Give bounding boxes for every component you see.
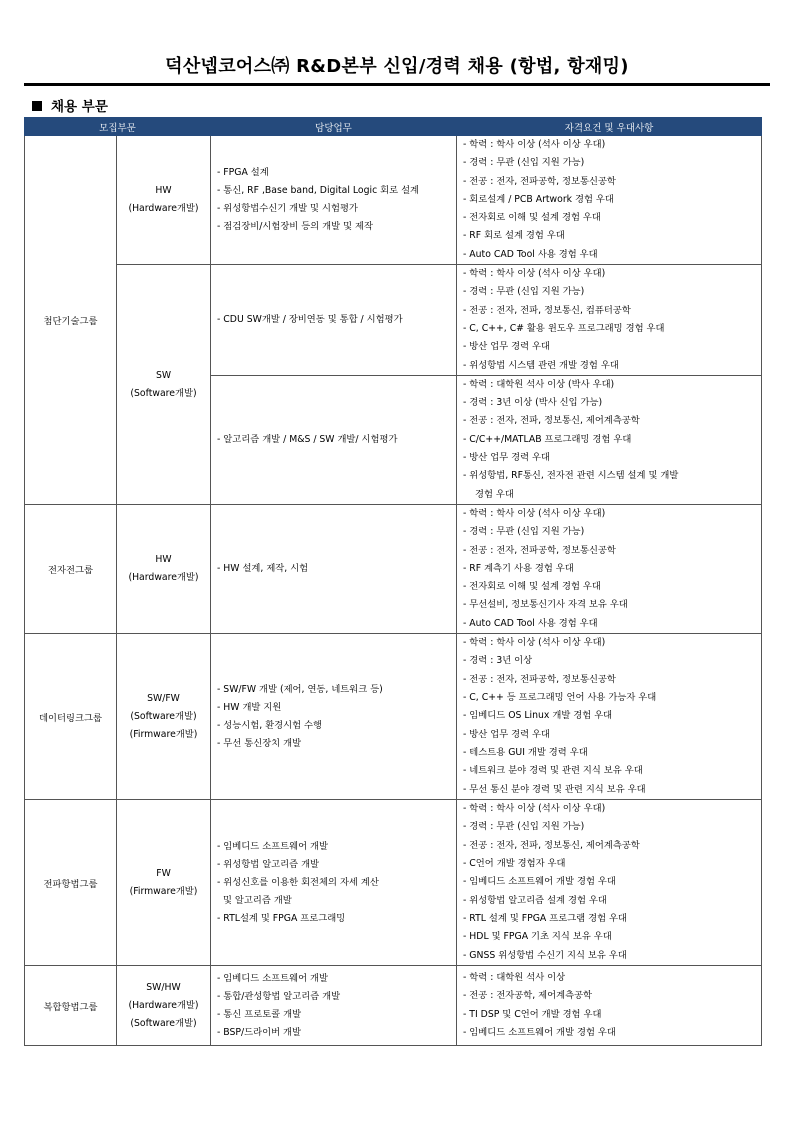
qualification-item: - TI DSP 및 C언어 개발 경험 우대: [463, 1008, 602, 1020]
duty-item: - 통신 프로토콜 개발: [217, 1008, 302, 1020]
qualification-item: - C, C++ 등 프로그래밍 언어 사용 가능자 우대: [463, 692, 657, 704]
qualification-item: - 방산 업무 경력 우대: [463, 341, 551, 353]
duty-item: - 성능시험, 환경시험 수행: [217, 719, 322, 731]
qualification-item: - 회로설계 / PCB Artwork 경험 우대: [463, 193, 614, 205]
qualification-item: 경험 우대: [475, 488, 514, 500]
table-header-row: [25, 118, 762, 136]
sub-field-line: SW: [155, 369, 172, 381]
qualification-item: - 전자회로 이해 및 설계 경험 우대: [463, 581, 601, 593]
header-duties: 담당업무: [211, 118, 457, 136]
qualifications-cell: [457, 136, 762, 265]
qualification-item: - 학력 : 대학원 석사 이상: [463, 971, 566, 983]
qualification-item: - 학력 : 대학원 석사 이상 (박사 우대): [463, 378, 615, 390]
sub-field-line: (Firmware개발): [129, 885, 198, 897]
duty-item: - CDU SW개발 / 장비연동 및 통합 / 시험평가: [217, 313, 403, 325]
table-row: [25, 634, 762, 800]
qualification-item: - 경력 : 무관 (신입 지원 가능): [463, 286, 585, 298]
header-recruit-field: 모집부문: [25, 118, 211, 136]
qualification-item: - 학력 : 학사 이상 (석사 이상 우대): [463, 268, 606, 280]
qualification-item: - RF 회로 설계 경험 우대: [463, 230, 565, 242]
sub-field-line: (Hardware개발): [128, 203, 199, 215]
duty-item: - 위성항법 알고리즘 개발: [217, 858, 320, 870]
qualification-item: - 경력 : 3년 이상: [463, 655, 533, 667]
qualifications-cell: [457, 265, 762, 376]
sub-field: [117, 634, 211, 800]
duties-cell: [211, 800, 457, 966]
qualification-item: - 방산 업무 경력 우대: [463, 728, 551, 740]
group-name: 복합항법그룹: [25, 966, 117, 1046]
qualification-item: - RTL 설계 및 FPGA 프로그램 경험 우대: [463, 912, 627, 924]
qualification-item: - Auto CAD Tool 사용 경험 우대: [463, 248, 598, 260]
qualification-item: - 전공 : 전자, 전파, 정보통신, 제어계측공학: [463, 415, 640, 427]
qualification-item: - 경력 : 무관 (신입 지원 가능): [463, 157, 585, 169]
qualification-item: - 전공 : 전자공학, 제어계측공학: [463, 990, 593, 1002]
sub-field-line: FW: [156, 867, 171, 879]
duty-item: - 통신, RF ,Base band, Digital Logic 회로 설계: [217, 185, 420, 197]
qualification-item: - 위성항법 알고리즘 설계 경험 우대: [463, 894, 607, 906]
sub-field: [117, 504, 211, 633]
qualification-item: - C언어 개발 경험자 우대: [463, 858, 566, 870]
qualification-item: - 무선 통신 분야 경력 및 관련 지식 보유 우대: [463, 783, 646, 795]
section-title: 채용 부문: [51, 99, 108, 115]
duties-cell: [211, 634, 457, 800]
sub-field-line: HW: [155, 553, 172, 565]
group-name: 데이터링크그룹: [25, 634, 117, 800]
qualification-item: - 경력 : 무관 (신입 지원 가능): [463, 821, 585, 833]
qualification-item: - 전자회로 이해 및 설계 경험 우대: [463, 212, 601, 224]
qualification-item: - 전공 : 전자, 전파공학, 정보통신공학: [463, 544, 616, 556]
sub-field-line: SW/FW: [147, 692, 180, 704]
title-rule: [24, 83, 770, 86]
table-row: [25, 265, 762, 376]
sub-field-line: (Software개발): [130, 710, 197, 722]
qualification-item: - 전공 : 전자, 전파공학, 정보통신공학: [463, 673, 616, 685]
duty-item: - HW 개발 지원: [217, 701, 282, 713]
qualifications-cell: [457, 504, 762, 633]
sub-field: [117, 265, 211, 505]
group-name: 첨단기술그룹: [25, 136, 117, 505]
duty-item: - RTL설계 및 FPGA 프로그래밍: [217, 912, 346, 924]
duty-item: - 통합/관성항법 알고리즘 개발: [217, 990, 341, 1002]
table-row: [25, 966, 762, 1046]
qualifications-cell: [457, 966, 762, 1046]
square-bullet-icon: [32, 101, 42, 111]
qualification-item: - 전공 : 전자, 전파공학, 정보통신공학: [463, 175, 616, 187]
group-name: 전파항법그룹: [25, 800, 117, 966]
qualification-item: - Auto CAD Tool 사용 경험 우대: [463, 617, 598, 629]
table-row: [25, 136, 762, 265]
duty-item: - SW/FW 개발 (제어, 연동, 네트워크 등): [217, 683, 383, 695]
qualifications-cell: [457, 375, 762, 504]
qualification-item: - 전공 : 전자, 전파, 정보통신, 컴퓨터공학: [463, 304, 631, 316]
duty-item: 및 알고리즘 개발: [223, 894, 292, 906]
jobs-table: [24, 117, 762, 1046]
qualification-item: - HDL 및 FPGA 기초 지식 보유 우대: [463, 931, 612, 943]
sub-field: [117, 136, 211, 265]
duty-item: - FPGA 설계: [217, 167, 269, 179]
duty-item: - 알고리즘 개발 / M&S / SW 개발/ 시험평가: [217, 433, 398, 445]
duty-item: - 점검장비/시험장비 등의 개발 및 제작: [217, 221, 373, 233]
sub-field: [117, 966, 211, 1046]
duty-item: - HW 설계, 제작, 시험: [217, 562, 309, 574]
page-title: 덕산넵코어스㈜ R&D본부 신입/경력 채용 (항법, 항재밍): [165, 56, 629, 77]
qualification-item: - 경력 : 3년 이상 (박사 신입 가능): [463, 397, 603, 409]
qualification-item: - 학력 : 학사 이상 (석사 이상 우대): [463, 139, 606, 150]
sub-field-line: SW/HW: [146, 981, 181, 993]
qualification-item: - 경력 : 무관 (신입 지원 가능): [463, 526, 585, 538]
header-qualifications: 자격요건 및 우대사항: [457, 118, 762, 136]
duties-cell: [211, 966, 457, 1046]
qualification-item: - C, C++, C# 활용 윈도우 프로그래밍 경험 우대: [463, 322, 665, 334]
table-row: [25, 800, 762, 966]
sub-field-line: HW: [155, 185, 172, 197]
sub-field-line: (Hardware개발): [128, 999, 199, 1011]
qualification-item: - 임베디드 소프트웨어 개발 경험 우대: [463, 876, 616, 888]
qualification-item: - 위성항법 시스템 관련 개발 경험 우대: [463, 359, 619, 371]
qualification-item: - 학력 : 학사 이상 (석사 이상 우대): [463, 507, 606, 519]
qualification-item: - 임베디드 소프트웨어 개발 경험 우대: [463, 1026, 616, 1038]
sub-field-line: (Hardware개발): [128, 571, 199, 583]
qualification-item: - 무선설비, 정보통신기사 자격 보유 우대: [463, 599, 628, 611]
duties-cell: [211, 265, 457, 376]
duty-item: - 위성신호를 이용한 회전체의 자세 계산: [217, 876, 379, 888]
sub-field-line: (Software개발): [130, 387, 197, 399]
qualification-item: - C/C++/MATLAB 프로그래밍 경험 우대: [463, 433, 632, 445]
qualification-item: - RF 계측기 사용 경험 우대: [463, 562, 574, 574]
duty-item: - 위성항법수신기 개발 및 시험평가: [217, 203, 358, 215]
qualification-item: - 테스트용 GUI 개발 경력 우대: [463, 746, 588, 758]
sub-field-line: (Software개발): [130, 1017, 197, 1029]
duty-item: - 임베디드 소프트웨어 개발: [217, 972, 329, 984]
qualification-item: - 임베디드 OS Linux 개발 경험 우대: [463, 710, 613, 722]
qualification-item: - 학력 : 학사 이상 (석사 이상 우대): [463, 803, 606, 815]
table-row: [25, 504, 762, 633]
duty-item: - BSP/드라이버 개발: [217, 1026, 302, 1038]
duties-cell: [211, 375, 457, 504]
qualification-item: - GNSS 위성항법 수신기 지식 보유 우대: [463, 949, 627, 961]
qualification-item: - 위성항법, RF통신, 전자전 관련 시스템 설계 및 개발: [463, 470, 679, 482]
duty-item: - 임베디드 소프트웨어 개발: [217, 840, 329, 852]
qualifications-cell: [457, 800, 762, 966]
table-body: [25, 136, 762, 1046]
qualification-item: - 학력 : 학사 이상 (석사 이상 우대): [463, 637, 606, 649]
qualification-item: - 방산 업무 경력 우대: [463, 452, 551, 464]
qualification-item: - 전공 : 전자, 전파, 정보통신, 제어계측공학: [463, 839, 640, 851]
sub-field: [117, 800, 211, 966]
section-heading: [32, 95, 108, 115]
group-name: 전자전그룹: [25, 504, 117, 633]
qualifications-cell: [457, 634, 762, 800]
duties-cell: [211, 136, 457, 265]
duty-item: - 무선 통신장치 개발: [217, 737, 302, 749]
sub-field-line: (Firmware개발): [129, 728, 198, 740]
qualification-item: - 네트워크 분야 경력 및 관련 지식 보유 우대: [463, 765, 643, 777]
duties-cell: [211, 504, 457, 633]
